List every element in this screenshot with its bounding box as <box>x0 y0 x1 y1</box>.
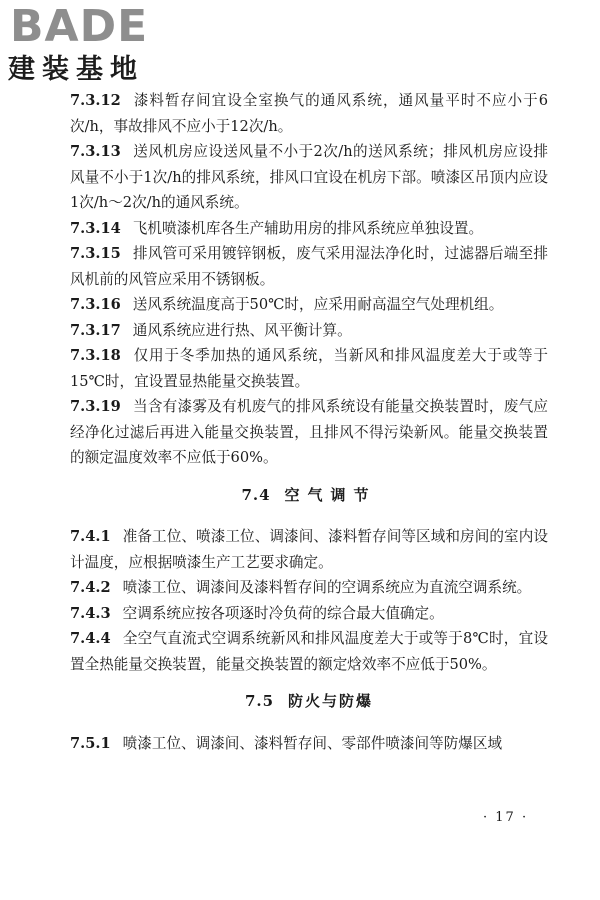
document-body <box>70 88 548 756</box>
clause-text: 空调系统应按各项逐时冷负荷的综合最大值确定。 <box>122 604 444 622</box>
clause-number: 7.3.12 <box>70 92 121 109</box>
section-number: 7.5 <box>244 692 275 710</box>
clause-7-3-13 <box>70 139 548 216</box>
clause-7-3-18 <box>70 343 548 394</box>
clause-7-3-14 <box>70 216 548 242</box>
clause-number: 7.3.19 <box>70 398 121 415</box>
clause-7-4-1 <box>70 524 548 575</box>
logo-wordmark: BADE <box>10 1 149 52</box>
clause-text: 准备工位、喷漆工位、调漆间、漆料暂存间等区域和房间的室内设计温度，应根据喷漆生产工艺要求确定。 <box>70 528 548 571</box>
clause-text: 通风系统应进行热、风平衡计算。 <box>132 321 352 339</box>
clause-7-3-19 <box>70 394 548 471</box>
clause-7-3-12 <box>70 88 548 139</box>
clause-number: 7.3.14 <box>70 219 121 237</box>
section-number: 7.4 <box>241 485 271 504</box>
clause-number: 7.4.2 <box>70 579 111 596</box>
clause-number: 7.5.1 <box>70 734 111 752</box>
clause-text: 喷漆工位、调漆间及漆料暂存间的空调系统应为直流空调系统。 <box>122 579 532 596</box>
clause-number: 7.3.18 <box>70 347 121 364</box>
clause-text: 飞机喷漆机库各生产辅助用房的排风系统应单独设置。 <box>132 219 484 237</box>
logo-subtitle: 建装基地 <box>8 54 144 85</box>
logo <box>8 1 183 86</box>
section-heading-7-4 <box>70 483 548 509</box>
clause-text: 喷漆工位、调漆间、漆料暂存间、零部件喷漆间等防爆区域 <box>122 734 503 752</box>
section-title: 防火与防爆 <box>288 692 374 710</box>
clause-7-5-1 <box>70 731 548 757</box>
clause-text: 送风机房应设送风量不小于2次/h的送风系统；排风机房应设排风量不小于1次/h的排风系统，排风口宜设在机房下部。喷漆区吊顶内应设1次/h～2次/h的通风系统。 <box>70 143 548 211</box>
clause-text: 排风管可采用镀锌钢板，废气采用湿法净化时，过滤器后端至排风机前的风管应采用不锈钢板。 <box>70 245 548 288</box>
clause-number: 7.3.13 <box>70 143 121 160</box>
clause-text: 当含有漆雾及有机废气的排风系统设有能量交换装置时，废气应经净化过滤后再进入能量交换装置，且排风不得污染新风。能量交换装置的额定温度效率不应低于60%。 <box>70 398 548 466</box>
clause-text: 全空气直流式空调系统新风和排风温度差大于或等于8℃时，宜设置全热能量交换装置，能量交换装置的额定焓效率不应低于50%。 <box>70 630 548 673</box>
clause-number: 7.4.3 <box>70 604 111 622</box>
clause-7-4-4 <box>70 626 548 677</box>
clause-text: 漆料暂存间宜设全室换气的通风系统，通风量平时不应小于6次/h，事故排风不应小于12次/h。 <box>70 92 548 135</box>
section-title: 空气调节 <box>284 485 377 504</box>
clause-7-3-17 <box>70 318 548 344</box>
section-heading-7-5 <box>70 689 548 715</box>
clause-number: 7.3.17 <box>70 321 121 339</box>
clause-number: 7.3.16 <box>70 296 121 313</box>
page-number: · 17 · <box>483 810 529 825</box>
clause-number: 7.4.1 <box>70 528 111 545</box>
clause-7-3-15 <box>70 241 548 292</box>
clause-number: 7.3.15 <box>70 245 121 262</box>
clause-text: 送风系统温度高于50℃时，应采用耐高温空气处理机组。 <box>132 296 504 313</box>
clause-7-4-3 <box>70 601 548 627</box>
clause-text: 仅用于冬季加热的通风系统，当新风和排风温度差大于或等于15℃时，宜设置显热能量交换装置。 <box>70 347 548 390</box>
clause-7-4-2 <box>70 575 548 601</box>
clause-number: 7.4.4 <box>70 630 111 647</box>
clause-7-3-16 <box>70 292 548 318</box>
